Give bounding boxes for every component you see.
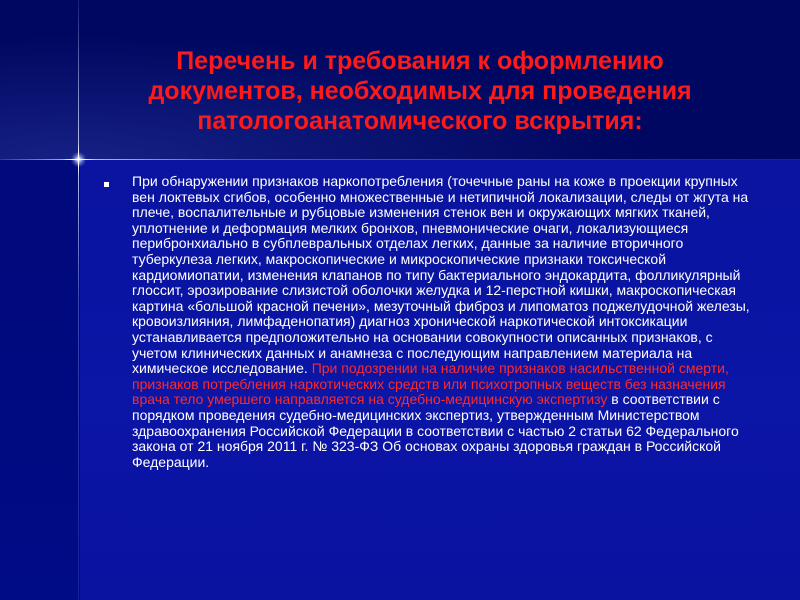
- vertical-divider: [78, 0, 79, 600]
- slide-title: Перечень и требования к оформлению документов, необходимых для проведения патологоанатомического вскрытия:: [148, 47, 692, 135]
- horizontal-divider: [0, 159, 800, 160]
- paragraph-text-tail: в соответствии с порядком проведения судебно-медицинских экспертиз, утвержденным Министерством здравоохранения Российской Федерации в соответствии с частью 2 статьи 62 Федерального закона от 21 ноября 2011 г. № 323-ФЗ Об основах охраны здоровья граждан в Российской Федерации.: [132, 391, 739, 470]
- sparkle-star-icon: [62, 143, 95, 176]
- paragraph-text-highlight: При подозрении на наличие признаков насильственной смерти, признаков потребления наркотических средств или психотропных веществ без назначения врача тело умершего направляется на судебно-медицинскую экспертизу: [132, 360, 729, 408]
- bullet-icon: [104, 182, 109, 187]
- bullet-paragraph: [132, 174, 754, 470]
- list-item: [104, 174, 754, 470]
- content-area: [104, 174, 754, 470]
- paragraph-text-main: При обнаружении признаков наркопотребления (точечные раны на коже в проекции крупных вен локтевых сгибов, особенно множественные и нетипичной локализации, следы от жгута на плече, воспалительные и рубцовые изменения стенок вен и окружающих мягких тканей, уплотнение и деформация мелких бронхов, пневмонические очаги, локализующиеся перибронхиально в субплевральных отделах легких, данные за наличие вторичного туберкулеза легких, макроскопические и микроскопические признаки токсической кардиомиопатии, изменения клапанов по типу бактериального эндокардита, фолликулярный глоссит, эрозирование слизистой оболочки желудка и 12-перстной кишки, макроскопическая картина «большой красной печени», мезуточный фиброз и липоматоз поджелудочной железы, кровоизлияния, лимфаденопатия) диагноз хронической наркотической интоксикации устанавливается предположительно на основании совокупности описанных признаков, с учетом клинических данных и анамнеза с последующим направлением материала на химическое исследование.: [132, 173, 750, 377]
- left-band: [0, 160, 80, 600]
